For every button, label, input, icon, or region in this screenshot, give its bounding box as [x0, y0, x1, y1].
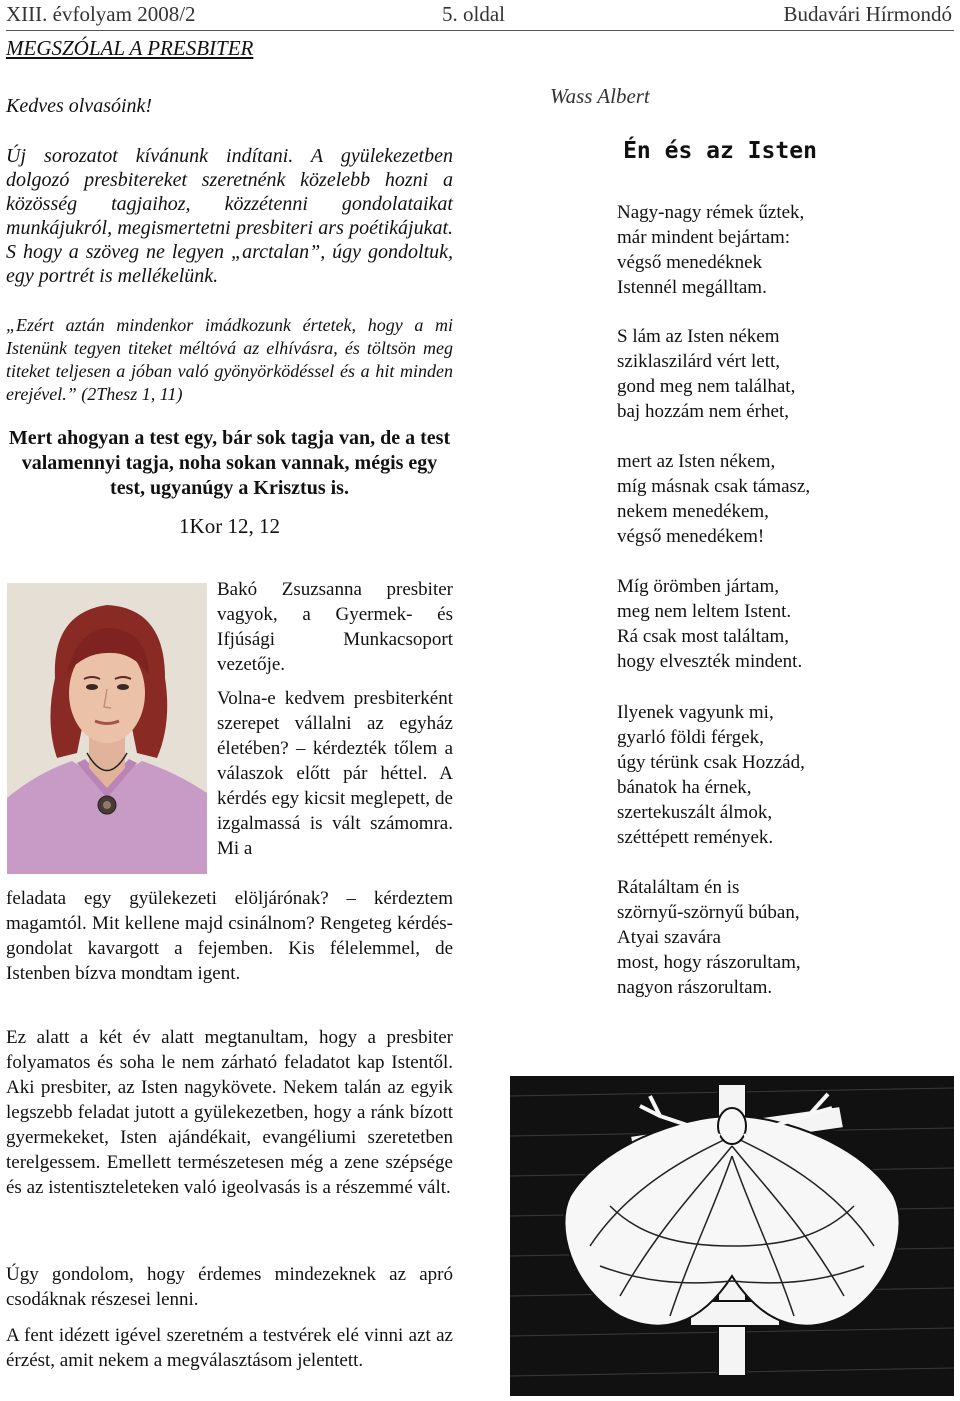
- poem-line: Atyai szavára: [617, 927, 721, 948]
- bold-verse: Mert ahogyan a test egy, bár sok tagja van, de a test valamennyi tagja, noha sokan vannak, mégis egy test, ugyanúgy a Krisztus is.: [8, 427, 451, 499]
- poem-line: nagyon rászorultam.: [617, 977, 773, 998]
- poem-line: meg nem leltem Istent.: [617, 601, 792, 622]
- poem-line: gyarló földi férgek,: [617, 727, 764, 748]
- bible-quote: „Ezért aztán mindenkor imádkozunk értetek, hogy a mi Istenünk tegyen titeket méltóvá az elhívásra, és töltsön meg titeket teljesen a jóban való gyönyörködéssel és a hit minden erejével.” (2Thesz 1, 11): [6, 315, 453, 404]
- wonders-paragraph: Úgy gondolom, hogy érdemes mindezeknek az apró csodáknak részesei lenni.: [6, 1264, 453, 1310]
- closing-paragraph: A fent idézett igével szeretném a testvérek elé vinni azt az érzést, amit nekem a megválasztásom jelentett.: [6, 1325, 453, 1371]
- poem-line: végső menedékem!: [617, 526, 765, 547]
- poem-stanza: [617, 875, 801, 1000]
- greeting: Kedves olvasóink!: [6, 95, 153, 117]
- poem-line: Rá csak most találtam,: [617, 626, 790, 647]
- poem-line: végső menedéknek: [617, 252, 763, 273]
- poem-author: Wass Albert: [550, 84, 650, 108]
- poem-line: sziklaszilárd vért lett,: [617, 351, 781, 372]
- poem-line: hogy elveszték mindent.: [617, 651, 803, 672]
- poem-line: míg másnak csak támasz,: [617, 476, 811, 497]
- intro-self-paragraph: Bakó Zsuzsanna presbiter vagyok, a Gyermek- és Ifjúsági Munkacsoport vezetője.: [217, 579, 453, 675]
- poem-line: szertekuszált álmok,: [617, 802, 773, 823]
- poem-line: széttépett remények.: [617, 827, 774, 848]
- publication-name: Budavári Hírmondó: [783, 2, 952, 26]
- intro-paragraph: Új sorozatot kívánunk indítani. A gyülekezetben dolgozó presbitereket szeretnénk közelebb hozni a közösség tagjaihoz, közzétenni gondolataikat munkájukról, megismertetni presbiteri ars poétikájukat. S hogy a szöveg ne legyen „arctalan”, úgy gondoltuk, egy portrét is mellékelünk.: [6, 145, 453, 287]
- poem-line: S lám az Isten nékem: [617, 326, 780, 347]
- poem-line: Míg örömben jártam,: [617, 576, 779, 597]
- verse-reference: 1Kor 12, 12: [179, 514, 280, 538]
- poem-line: Ilyenek vagyunk mi,: [617, 702, 774, 723]
- poem-line: most, hogy rászorultam,: [617, 952, 801, 973]
- poem-stanza: [617, 574, 802, 674]
- poem-stanza: [617, 200, 804, 300]
- poem-stanza: [617, 700, 805, 850]
- page-number: 5. oldal: [442, 2, 505, 26]
- left-column: [6, 36, 453, 1371]
- poem-title: Én és az Isten: [623, 138, 817, 164]
- crucifix-artwork: [510, 1076, 954, 1396]
- poem-stanza: [617, 324, 795, 424]
- poem-line: Istennél megálltam.: [617, 277, 767, 298]
- volume-label: XIII. évfolyam 2008/2: [6, 2, 196, 26]
- poem-line: gond meg nem találhat,: [617, 376, 796, 397]
- experience-paragraph: Ez alatt a két év alatt megtanultam, hogy a presbiter folyamatos és soha le nem zárható feladatot kap Istentől. Aki presbiter, az Isten nagykövete. Nekem talán az egyik legszebb feladat jutott a gyülekezetben, hogy a ránk bízott gyermekeket, Isten ajándékait, evangéliumi szeretetben terelgessem. Emellett természetesen még a zene szépsége és az istentiszteleteken való igeolvasás is a részemmé vált.: [6, 1027, 453, 1198]
- poem-stanza: [617, 449, 810, 549]
- poem-line: bánatok ha érnek,: [617, 777, 752, 798]
- poem-line: Rátaláltam én is: [617, 877, 740, 898]
- section-title: MEGSZÓLAL A PRESBITER: [6, 36, 254, 60]
- poem-line: úgy térünk csak Hozzád,: [617, 752, 805, 773]
- question-paragraph: Volna-e kedvem presbiterként szerepet vállalni az egyház életében? – kérdezték tőlem a válaszok előtt pár héttel. A kérdés egy kicsit meglepett, de izgalmassá is vált számomra. Mi a: [217, 688, 453, 859]
- poem-line: szörnyű-szörnyű búban,: [617, 902, 800, 923]
- poem-line: nekem menedékem,: [617, 501, 769, 522]
- poem-line: baj hozzám nem érhet,: [617, 401, 789, 422]
- poem-line: már mindent bejártam:: [617, 227, 791, 248]
- page-header: [6, 0, 954, 31]
- poem-line: Nagy-nagy rémek űztek,: [617, 202, 805, 223]
- question-paragraph-continued: feladata egy gyülekezeti elöljárónak? – kérdeztem magamtól. Mit kellene majd csinálnom? Rengeteg kérdés-gondolat kavargott a fejemben. Kis félelemmel, de Istenben bízva mondtam igent.: [6, 888, 453, 984]
- portrait-photo: [7, 583, 207, 874]
- poem-line: mert az Isten nékem,: [617, 451, 776, 472]
